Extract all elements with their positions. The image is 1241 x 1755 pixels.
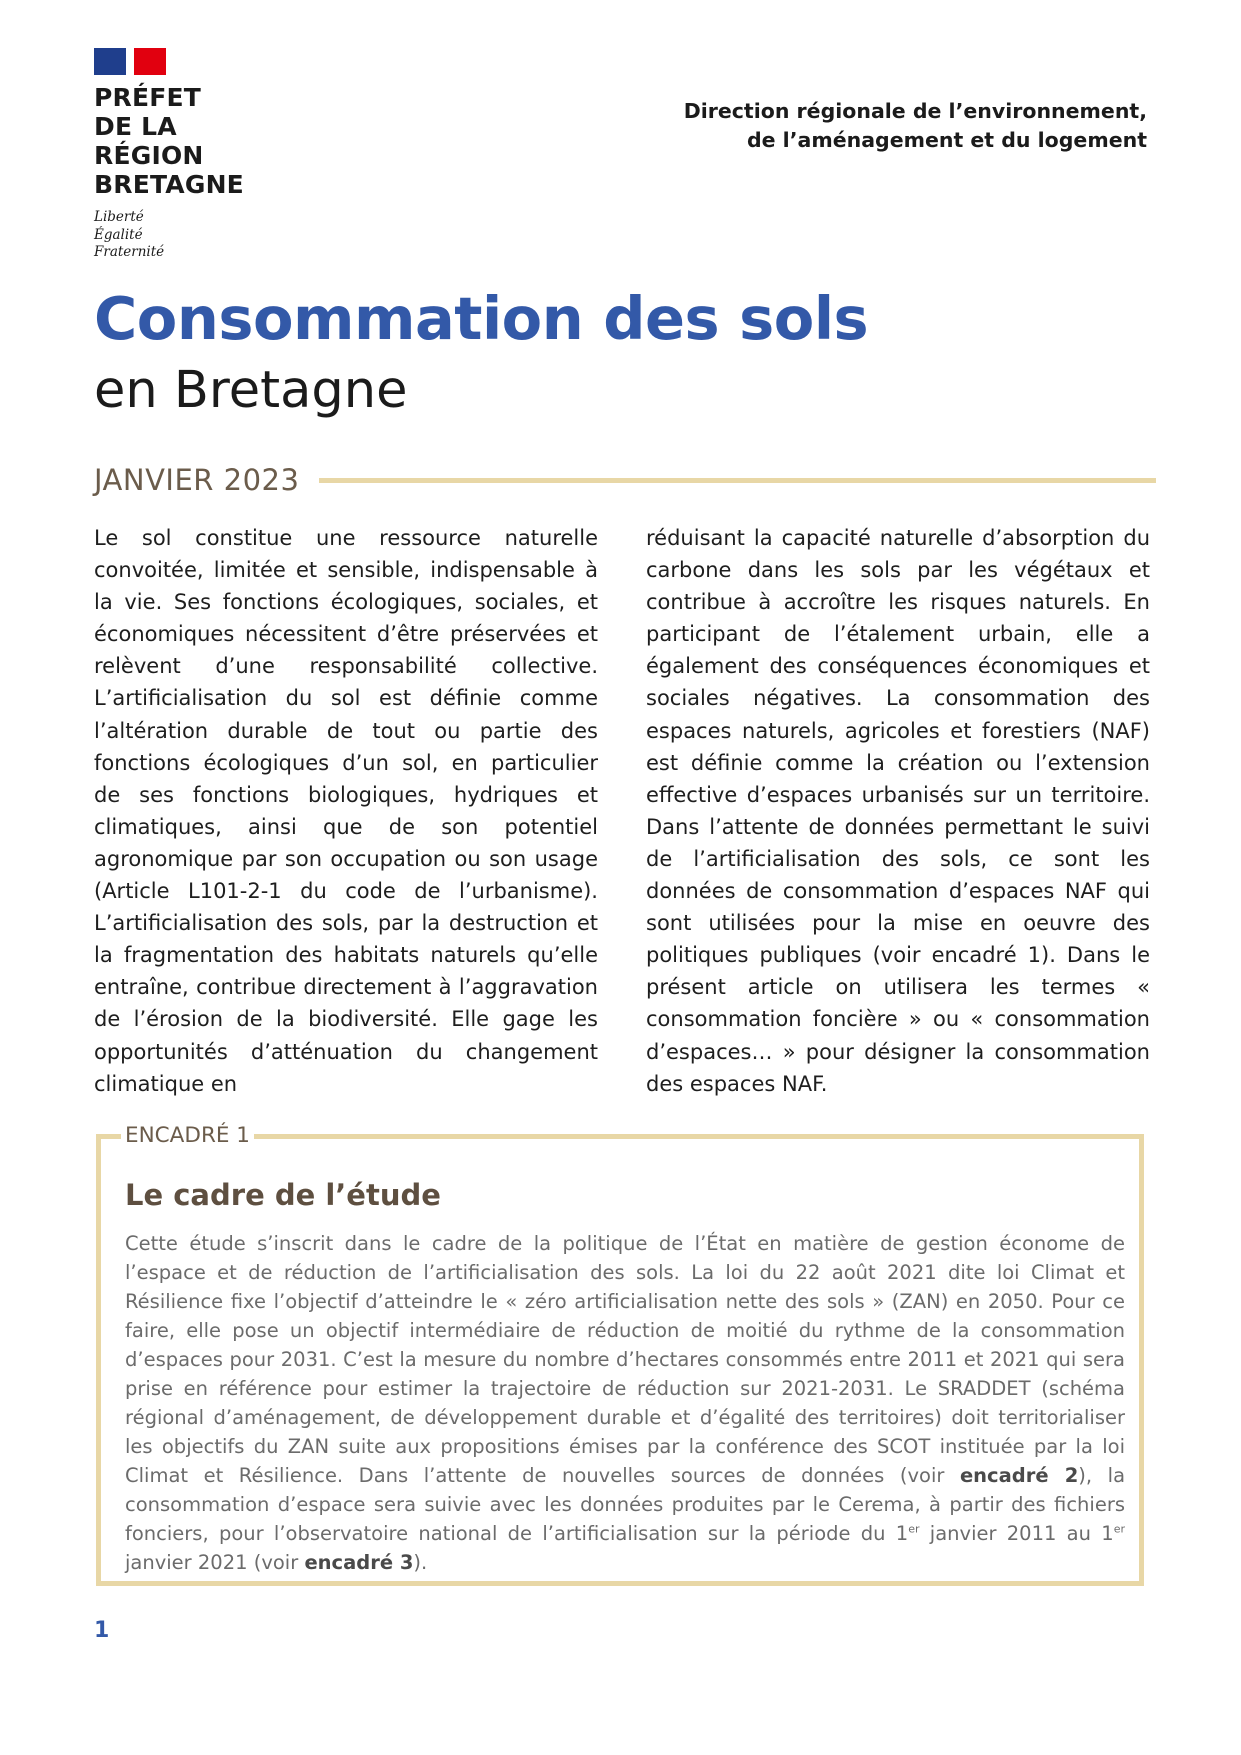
document-subtitle: en Bretagne [94, 361, 408, 420]
prefet-line-1: PRÉFET [94, 83, 202, 112]
intro-paragraph-left: Le sol constitue une ressource naturelle convoitée, limitée et sensible, indispensable à la vie. Ses fonctions écologiques, sociales, et économiques nécessitent d’être préservées et relèvent d’une responsabilité collective. L’artificialisation du sol est définie comme l’altération durable de tout ou partie des fonctions écologiques d’un sol, en particulier de ses fonctions biologiques, hydriques et climatiques, ainsi que de son potentiel agronomique par son occupation ou son usage (Article L101-2-1 du code de l’urbanisme). L’artificialisation des sols, par la destruction et la fragmentation des habitats naturels qu’elle entraîne, contribue directement à l’aggravation de l’érosion de la biodiversité. Elle gage les opportunités d’atténuation du changement climatique en [94, 526, 598, 1096]
publication-date: JANVIER 2023 [94, 463, 300, 497]
encadre-text-d: janvier 2021 (voir [125, 1551, 305, 1574]
motto-fraternite: Fraternité [94, 244, 165, 260]
encadre-title: Le cadre de l’étude [125, 1178, 441, 1212]
date-divider [319, 478, 1156, 483]
directorate-line-2: de l’aménagement et du logement [746, 128, 1147, 152]
encadre-tag: ENCADRÉ 1 [121, 1122, 254, 1150]
encadre-1-box [96, 1123, 1144, 1586]
sup-er-2: er [1113, 1522, 1125, 1536]
encadre-text-b: ), la consommation d’espace sera suivie avec les données produites par le Cerema, à partir des fichiers fonciers, pour l’observatoire national de l’artificialisation sur la période du 1 [125, 1464, 1126, 1545]
intro-column-left [94, 522, 598, 1100]
prefet-line-3: BRETAGNE [94, 170, 244, 199]
prefet-wordmark [94, 83, 294, 199]
motto-liberte: Liberté [94, 209, 144, 225]
encadre-text-a: Cette étude s’inscrit dans le cadre de la politique de l’État en matière de gestion économe de l’espace et de réduction de l’artificialisation des sols. La loi du 22 août 2021 dite loi Climat et Résilience fixe l’objectif d’atteindre le « zéro artificialisation nette des sols » (ZAN) en 2050. Pour ce faire, elle pose un objectif intermédiaire de réduction de moitié du rythme de la consommation d’espaces pour 2031. C’est la mesure du nombre d’hectares consommés entre 2011 et 2021 qui sera prise en référence pour estimer la trajectoire de réduction sur 2021-2031. Le SRADDET (schéma régional d’aménagement, de développement durable et d’égalité des territoires) doit territorialiser les objectifs du ZAN suite aux propositions émises par la conférence des SCOT instituée par la loi Climat et Résilience. Dans l’attente de nouvelles sources de données (voir [125, 1232, 1125, 1487]
prefet-line-2: DE LA RÉGION [94, 112, 204, 170]
encadre-3-ref: encadré 3 [304, 1551, 414, 1574]
motto-egalite: Égalité [94, 226, 143, 243]
encadre-paragraph [125, 1229, 1125, 1577]
directorate-line-1: Direction régionale de l’environnement, [683, 99, 1147, 123]
encadre-body [125, 1229, 1125, 1577]
intro-paragraph-right: réduisant la capacité naturelle d’absorption du carbone dans les sols par les végétaux et contribue à accroître les risques naturels. En participant de l’étalement urbain, elle a également des conséquences économiques et sociales négatives. La consommation des espaces naturels, agricoles et forestiers (NAF) est définie comme la création ou l’extension effective d’espaces urbanisés sur un territoire. Dans l’attente de données permettant le suivi de l’artificialisation des sols, ce sont les données de consommation d’espaces NAF qui sont utilisées pour la mise en oeuvre des politiques publiques (voir encadré 1). Dans le présent article on utilisera les termes « consommation foncière » ou « consommation d’espaces… » pour désigner la consommation des espaces NAF. [646, 526, 1150, 1096]
encadre-text-c: janvier 2011 au 1 [919, 1522, 1114, 1545]
page-number: 1 [94, 1618, 110, 1643]
encadre-text-e: ). [413, 1551, 428, 1574]
encadre-2-ref: encadré 2 [959, 1464, 1079, 1487]
document-title: Consommation des sols [94, 284, 869, 353]
intro-column-right [646, 522, 1150, 1100]
french-flag-icon [94, 48, 166, 75]
republic-motto [94, 209, 294, 262]
sup-er-1: er [908, 1522, 920, 1536]
publication-date-row [94, 460, 1156, 500]
issuing-directorate [684, 97, 1147, 155]
republic-logo [94, 48, 294, 262]
